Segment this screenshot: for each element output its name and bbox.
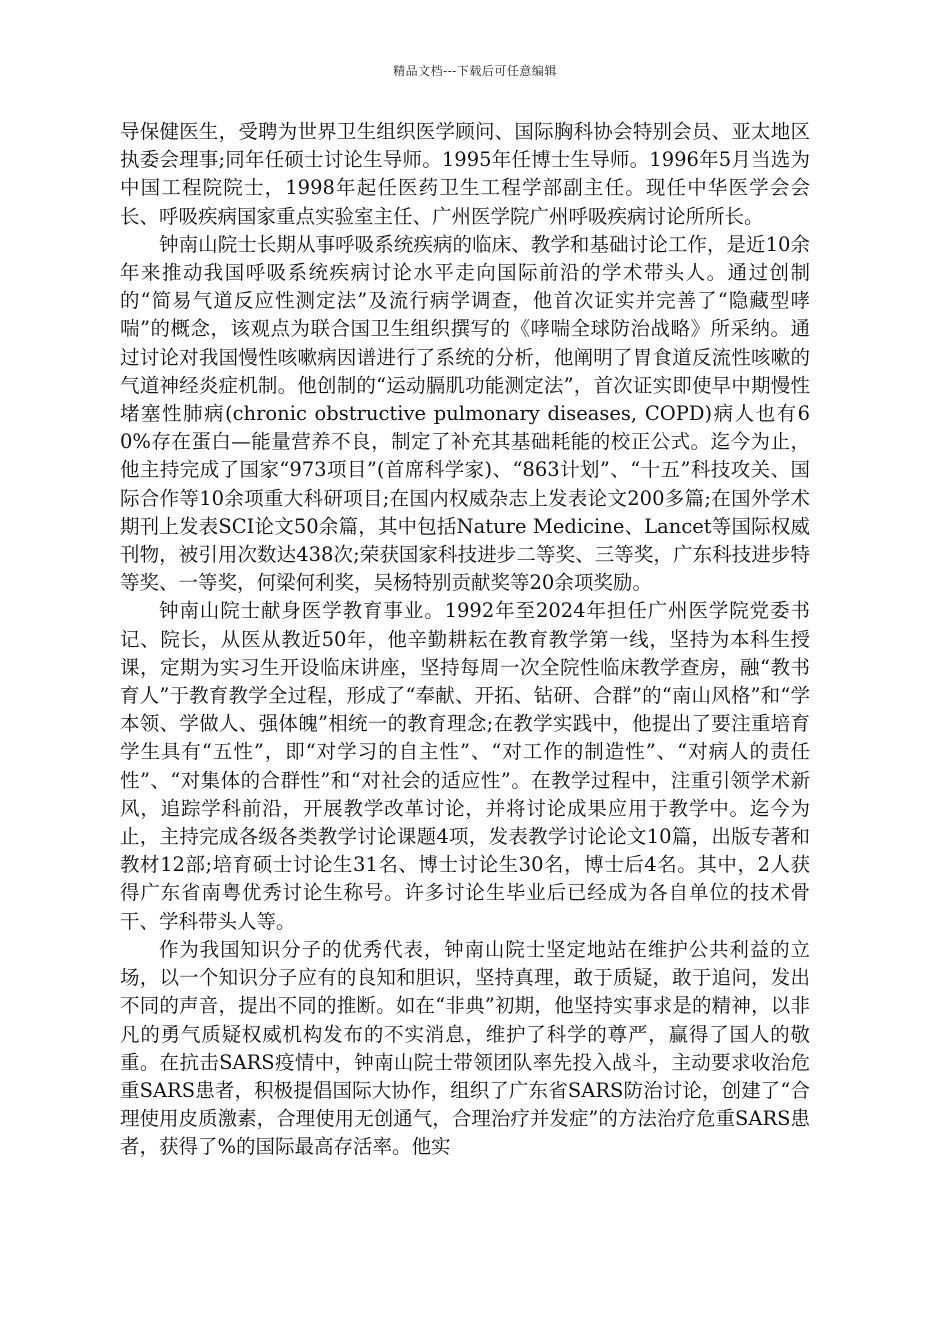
page-header: 精品文档---下载后可任意编辑 bbox=[393, 64, 557, 78]
document-body bbox=[120, 118, 810, 1162]
paragraph-continuation: 导保健医生，受聘为世界卫生组织医学顾问、国际胸科协会特别会员、亚太地区执委会理事;同年任硕士讨论生导师。1995年任博士生导师。1996年5月当选为中国工程院院士，1998年起任医药卫生工程学部副主任。现任中华医学会会长、呼吸疾病国家重点实验室主任、广州医学院广州呼吸疾病讨论所所长。 bbox=[120, 120, 810, 228]
paragraph-sars: 作为我国知识分子的优秀代表，钟南山院士坚定地站在维护公共利益的立场，以一个知识分子应有的良知和胆识，坚持真理，敢于质疑，敢于追问，发出不同的声音，提出不同的推断。如在“非典”初期，他坚持实事求是的精神，以非凡的勇气质疑权威机构发布的不实消息，维护了科学的尊严，赢得了国人的敬重。在抗击SARS疫情中，钟南山院士带领团队率先投入战斗，主动要求收治危重SARS患者，积极提倡国际大协作，组织了广东省SARS防治讨论，创建了“合理使用皮质激素，合理使用无创通气，合理治疗并发症”的方法治疗危重SARS患者，获得了%的国际最高存活率。他实 bbox=[120, 937, 810, 1159]
paragraph-research: 钟南山院士长期从事呼吸系统疾病的临床、教学和基础讨论工作，是近10余年来推动我国呼吸系统疾病讨论水平走向国际前沿的学术带头人。通过创制的“简易气道反应性测定法”及流行病学调查，他首次证实并完善了“隐藏型哮喘”的概念，该观点为联合国卫生组织撰写的《哮喘全球防治战略》所采纳。通过讨论对我国慢性咳嗽病因谱进行了系统的分析，他阐明了胃食道反流性咳嗽的气道神经炎症机制。他创制的“运动膈肌功能测定法”，首次证实即使早中期慢性堵塞性肺病(chronic obstructive pulmonary diseases, COPD)病人也有60%存在蛋白—能量营养不良，制定了补充其基础耗能的校正公式。迄今为止，他主持完成了国家“973项目”(首席科学家)、“863计划”、“十五”科技攻关、国际合作等10余项重大科研项目;在国内权威杂志上发表论文200多篇;在国外学术期刊上发表SCI论文50余篇，其中包括Nature Medicine、Lancet等国际权威刊物，被引用次数达438次;荣获国家科技进步二等奖、三等奖，广东科技进步特等奖、一等奖，何梁何利奖，吴杨特别贡献奖等20余项奖励。 bbox=[120, 232, 810, 595]
paragraph-education: 钟南山院士献身医学教育事业。1992年至2024年担任广州医学院党委书记、院长，从医从教近50年，他辛勤耕耘在教育教学第一线，坚持为本科生授课，定期为实习生开设临床讲座，坚持每周一次全院性临床教学查房，融“教书育人”于教育教学全过程，形成了“奉献、开拓、钻研、合群”的“南山风格”和“学本领、学做人、强体魄”相统一的教育理念;在教学实践中，他提出了要注重培育学生具有“五性”，即“对学习的自主性”、“对工作的制造性”、“对病人的责任性”、“对集体的合群性”和“对社会的适应性”。在教学过程中，注重引领学术新风，追踪学科前沿，开展教学改革讨论，并将讨论成果应用于教学中。迄今为止，主持完成各级各类教学讨论课题4项，发表教学讨论论文10篇，出版专著和教材12部;培育硕士讨论生31名、博士讨论生30名，博士后4名。其中，2人获得广东省南粤优秀讨论生称号。许多讨论生毕业后已经成为各自单位的技术骨干、学科带头人等。 bbox=[120, 599, 810, 933]
